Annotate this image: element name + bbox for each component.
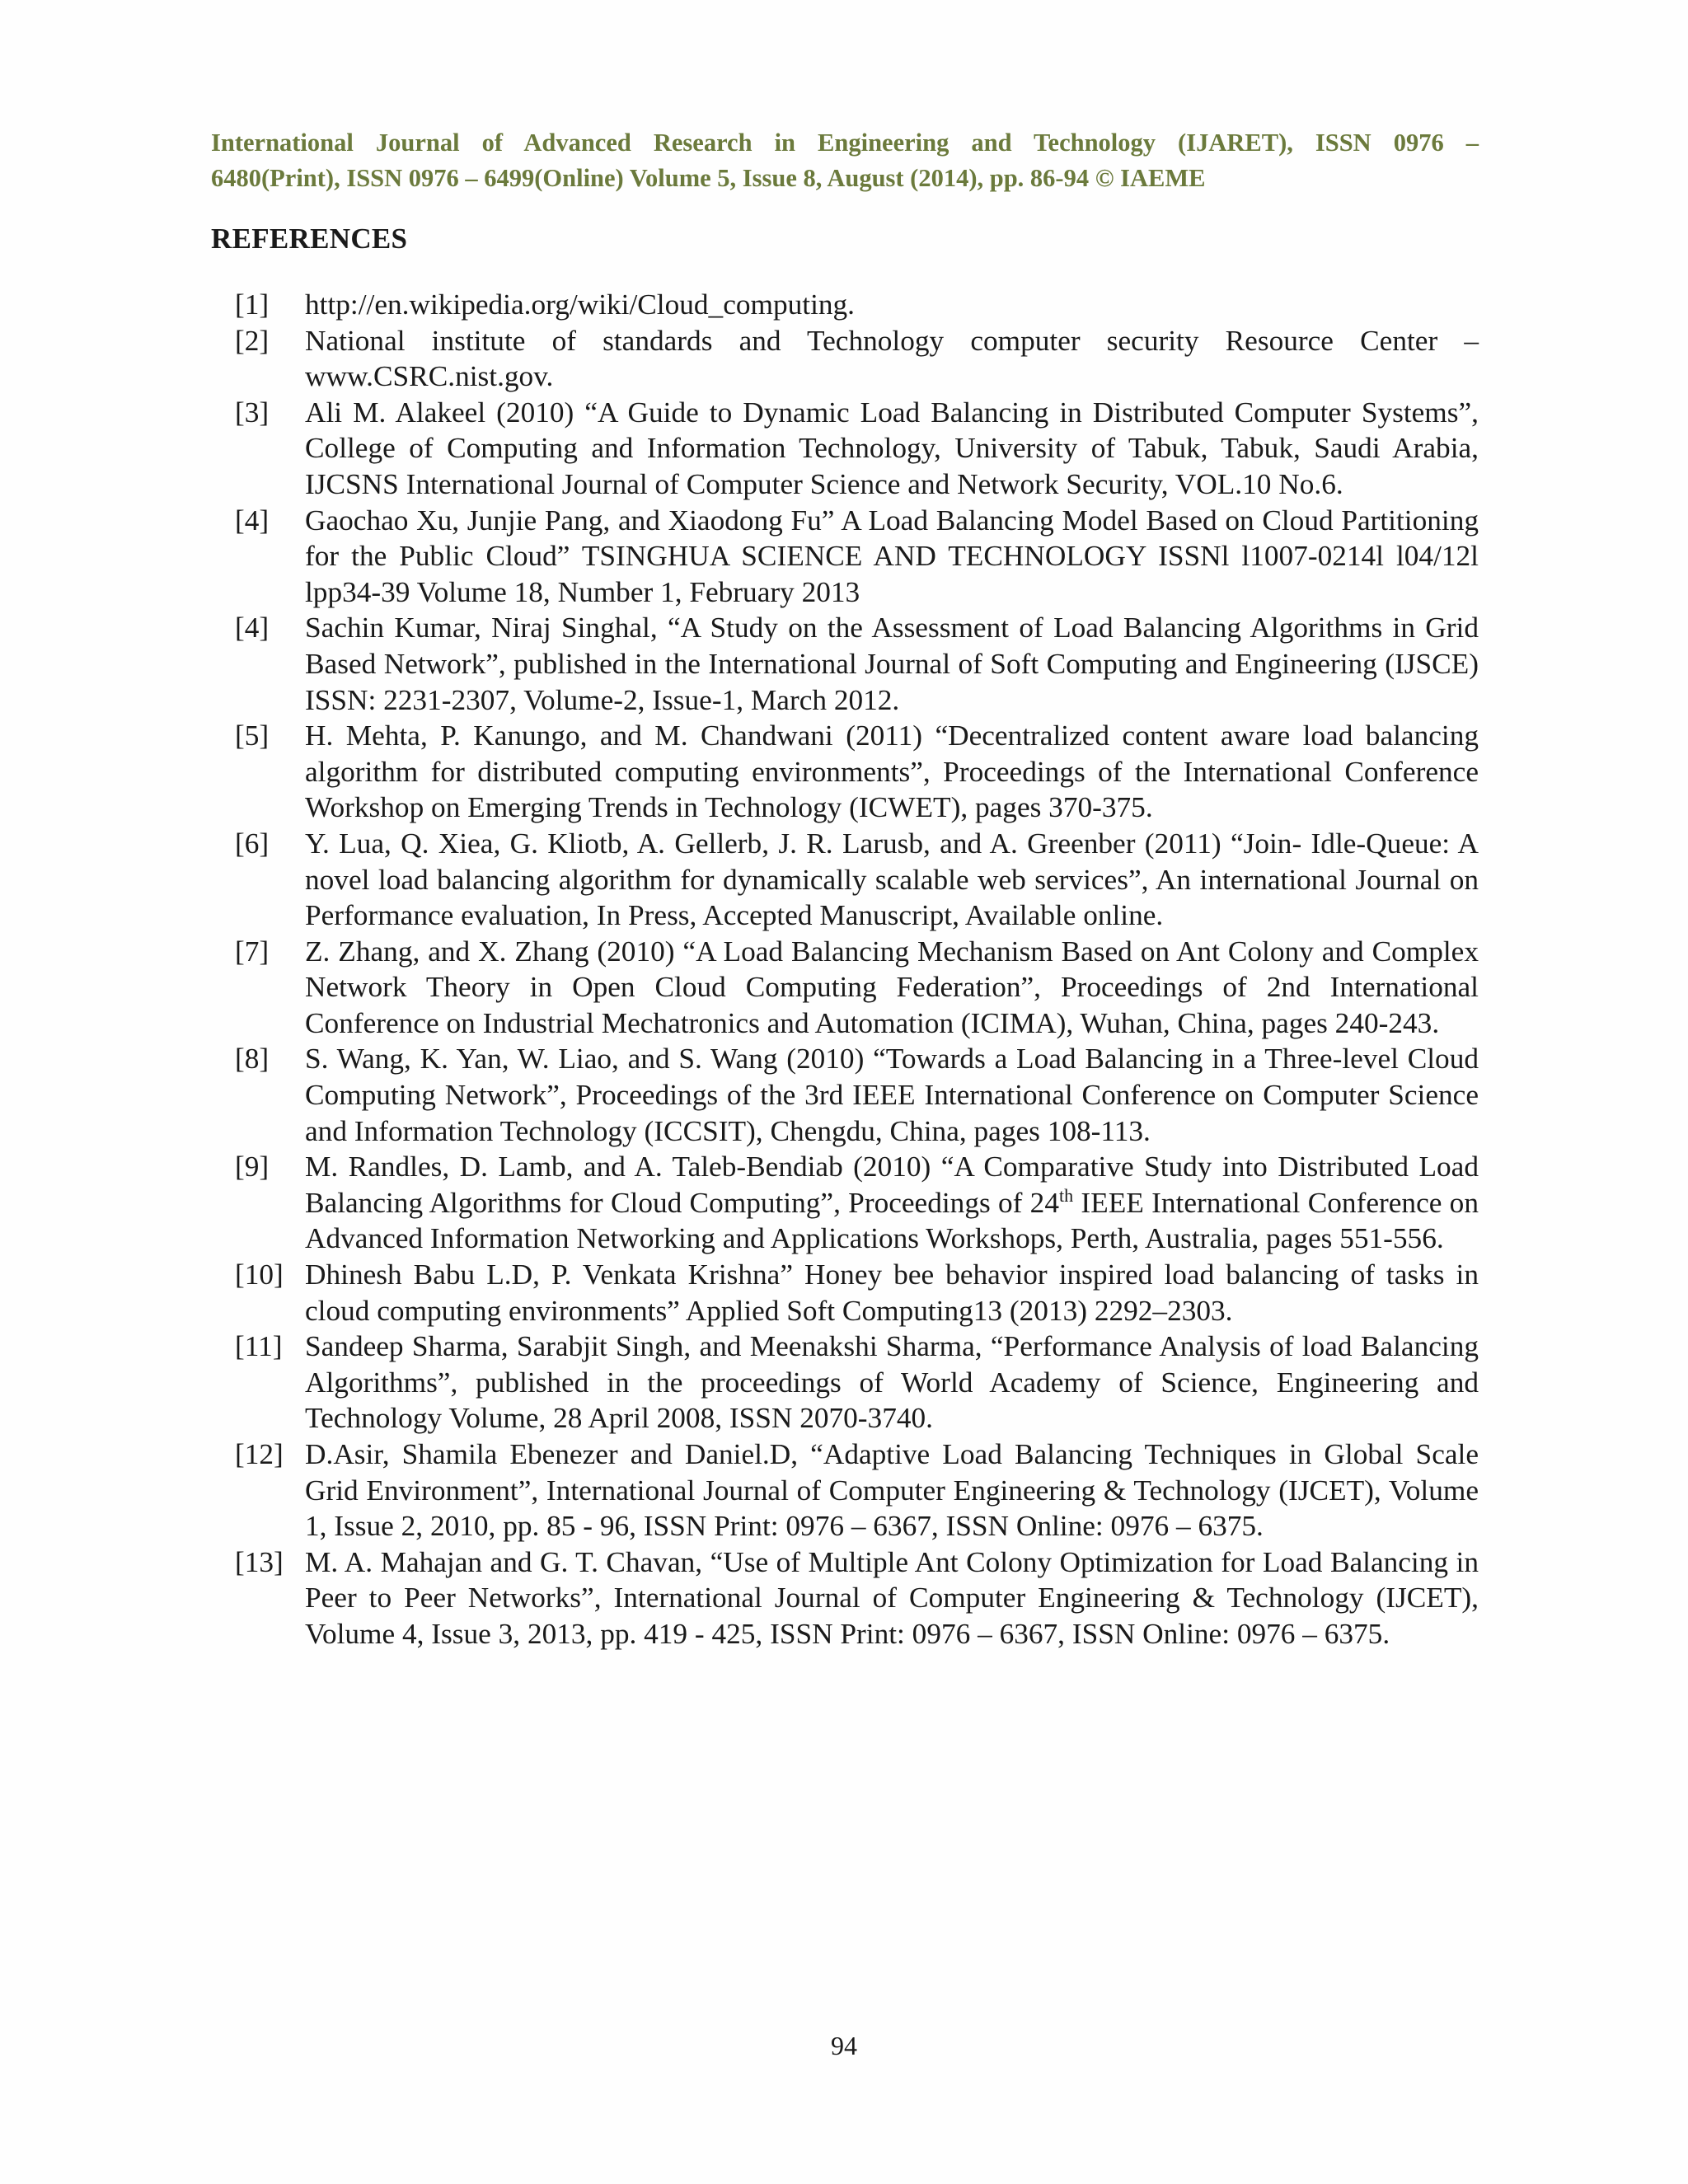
reference-number: [1] xyxy=(235,288,270,321)
reference-number: [2] xyxy=(235,324,270,357)
reference-item xyxy=(235,395,1479,503)
reference-item xyxy=(235,826,1479,934)
reference-text: Gaochao Xu, Junjie Pang, and Xiaodong Fu” A Load Balancing Model Based on Cloud Partitioning for the Public Cloud” TSINGHUA SCIENCE AND TECHNOLOGY ISSNl l1007-0214l l04/12l lpp34-39 Volume 18, Number 1, February 2013 xyxy=(305,504,1479,608)
reference-text-part: M. Randles, D. Lamb, and A. Taleb-Bendiab (2010) “A Comparative Study into Distributed Load Balancing Algorithms for Cloud Computing”, Proceedings of 24 xyxy=(305,1151,1479,1219)
reference-text: Dhinesh Babu L.D, P. Venkata Krishna” Honey bee behavior inspired load balancing of tasks in cloud computing environments” Applied Soft Computing13 (2013) 2292–2303. xyxy=(305,1258,1479,1327)
reference-text xyxy=(305,1149,1479,1257)
reference-number: [4] xyxy=(235,504,270,537)
reference-text: M. A. Mahajan and G. T. Chavan, “Use of Multiple Ant Colony Optimization for Load Balancing in Peer to Peer Networks”, International Journal of Computer Engineering & Technology (IJCET), Volume 4, Issue 3, 2013, pp. 419 - 425, ISSN Print: 0976 – 6367, ISSN Online: 0976 – 6375. xyxy=(305,1545,1479,1650)
reference-list xyxy=(235,287,1479,1652)
reference-item xyxy=(235,718,1479,826)
reference-item xyxy=(235,1329,1479,1436)
reference-text: National institute of standards and Technology computer security Resource Center – www.CSRC.nist.gov. xyxy=(305,324,1479,393)
reference-text: Sachin Kumar, Niraj Singhal, “A Study on the Assessment of Load Balancing Algorithms in Grid Based Network”, published in the International Journal of Soft Computing and Engineering (IJSCE) ISSN: 2231-2307, Volume-2, Issue-1, March 2012. xyxy=(305,612,1479,716)
reference-number: [13] xyxy=(235,1545,284,1578)
reference-text: Sandeep Sharma, Sarabjit Singh, and Meenakshi Sharma, “Performance Analysis of load Balancing Algorithms”, published in the proceedings of World Academy of Science, Engineering and Technology Volume, 28 April 2008, ISSN 2070-3740. xyxy=(305,1330,1479,1435)
reference-text: http://en.wikipedia.org/wiki/Cloud_computing. xyxy=(305,288,856,321)
reference-text: Z. Zhang, and X. Zhang (2010) “A Load Balancing Mechanism Based on Ant Colony and Complex Network Theory in Open Cloud Computing Federation”, Proceedings of 2nd International Conference on Industrial Mechatronics and Automation (ICIMA), Wuhan, China, pages 240-243. xyxy=(305,935,1479,1039)
reference-number: [5] xyxy=(235,719,270,752)
journal-header xyxy=(211,125,1479,196)
reference-item xyxy=(235,1041,1479,1149)
reference-item xyxy=(235,610,1479,718)
reference-item xyxy=(235,1436,1479,1544)
reference-number: [7] xyxy=(235,935,270,968)
ordinal-superscript: th xyxy=(1058,1185,1074,1207)
reference-item xyxy=(235,287,1479,323)
reference-text-part: IEEE International Conference on Advanced Information Networking and Applications Workshops, Perth, Australia, pages 551-556. xyxy=(305,1186,1479,1255)
reference-number: [6] xyxy=(235,827,270,860)
section-title: REFERENCES xyxy=(211,223,408,255)
reference-text: S. Wang, K. Yan, W. Liao, and S. Wang (2010) “Towards a Load Balancing in a Three-level Cloud Computing Network”, Proceedings of the 3rd IEEE International Conference on Computer Science and Information Technology (ICCSIT), Chengdu, China, pages 108-113. xyxy=(305,1043,1479,1147)
reference-item xyxy=(235,1257,1479,1329)
reference-number: [10] xyxy=(235,1258,284,1291)
reference-number: [11] xyxy=(235,1330,283,1363)
reference-text: H. Mehta, P. Kanungo, and M. Chandwani (2011) “Decentralized content aware load balancing algorithm for distributed computing environments”, Proceedings of the International Conference Workshop on Emerging Trends in Technology (ICWET), pages 370-375. xyxy=(305,719,1479,824)
reference-number: [9] xyxy=(235,1151,270,1183)
journal-header-line-2: 6480(Print), ISSN 0976 – 6499(Online) Volume 5, Issue 8, August (2014), pp. 86-94 © IAEME xyxy=(211,164,1206,192)
reference-item xyxy=(235,1149,1479,1257)
reference-number: [4] xyxy=(235,612,270,644)
reference-item xyxy=(235,1544,1479,1652)
reference-text: Ali M. Alakeel (2010) “A Guide to Dynamic Load Balancing in Distributed Computer Systems”, College of Computing and Information Technology, University of Tabuk, Tabuk, Saudi Arabia, IJCSNS International Journal of Computer Science and Network Security, VOL.10 No.6. xyxy=(305,396,1479,500)
reference-number: [3] xyxy=(235,396,270,429)
reference-item xyxy=(235,323,1479,395)
journal-header-line-1: International Journal of Advanced Research in Engineering and Technology (IJARET), ISSN 0976 – xyxy=(211,129,1479,157)
reference-text: D.Asir, Shamila Ebenezer and Daniel.D, “Adaptive Load Balancing Techniques in Global Scale Grid Environment”, International Journal of Computer Engineering & Technology (IJCET), Volume 1, Issue 2, 2010, pp. 85 - 96, ISSN Print: 0976 – 6367, ISSN Online: 0976 – 6375. xyxy=(305,1438,1479,1543)
reference-item xyxy=(235,503,1479,611)
reference-text: Y. Lua, Q. Xiea, G. Kliotb, A. Gellerb, J. R. Larusb, and A. Greenber (2011) “Join- Idle-Queue: A novel load balancing algorithm for dynamically scalable web services”, An international Journal on Performance evaluation, In Press, Accepted Manuscript, Available online. xyxy=(305,827,1479,932)
reference-number: [8] xyxy=(235,1043,270,1076)
reference-item xyxy=(235,934,1479,1042)
reference-number: [12] xyxy=(235,1438,284,1470)
page-number: 94 xyxy=(831,2031,857,2060)
